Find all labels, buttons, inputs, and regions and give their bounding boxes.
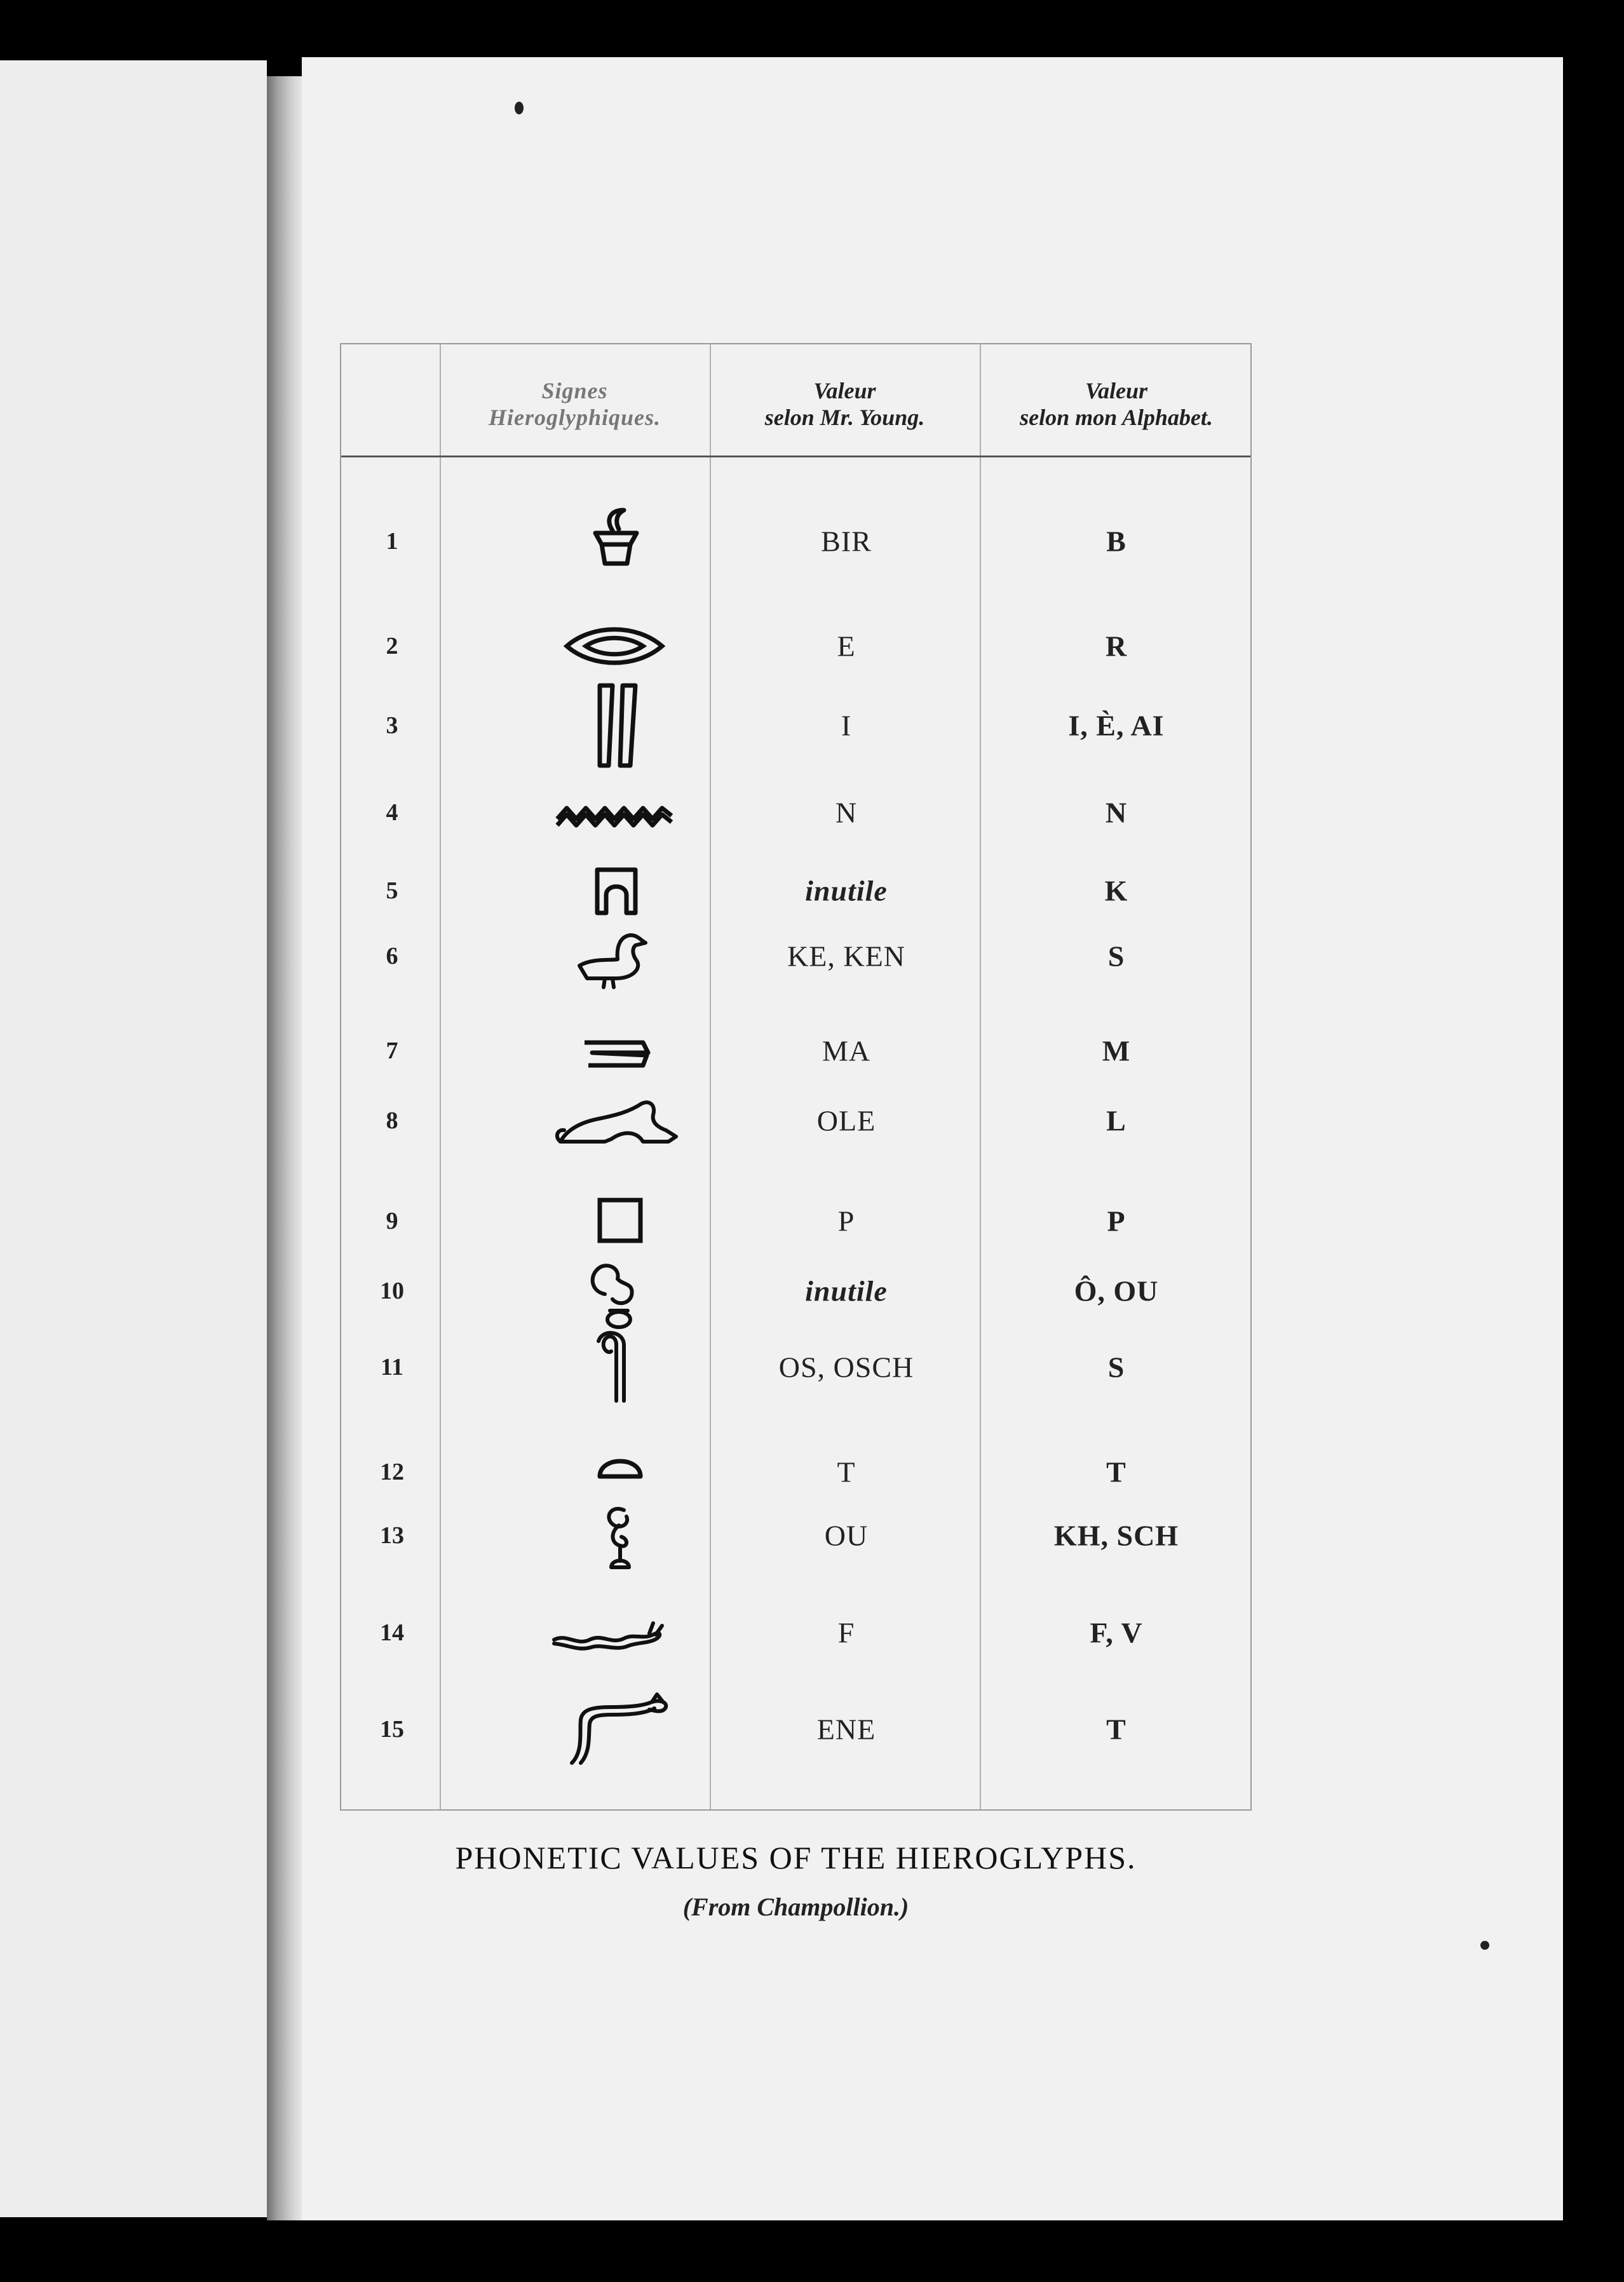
header-signes: Signes Hieroglyphiques. [488,378,661,430]
eye-icon [541,611,687,681]
row-number: 3 [386,712,398,739]
young-value: KE, KEN [787,940,905,973]
young-value: E [837,630,856,663]
alphabet-value: R [1105,630,1128,663]
water-zigzag-icon [541,778,687,847]
bread-loaf-icon [541,1437,687,1507]
alphabet-value: M [1102,1034,1131,1067]
row-number: 6 [386,943,398,969]
ink-speck [515,102,524,114]
row-number: 14 [380,1619,404,1646]
row-number: 10 [380,1278,404,1304]
alphabet-value: N [1105,796,1128,829]
alphabet-value: T [1106,1713,1127,1746]
alphabet-value: L [1106,1104,1127,1137]
young-value: ENE [816,1713,876,1746]
double-reed-icon [541,678,687,773]
alphabet-value: P [1107,1205,1126,1238]
row-number: 1 [386,528,398,555]
arch-icon [541,856,687,926]
young-value: OLE [816,1104,876,1137]
column-divider [440,344,441,1809]
lion-icon [541,1086,687,1156]
row-number: 4 [386,799,398,826]
row-number: 9 [386,1208,398,1234]
young-value: inutile [805,874,888,907]
alphabet-value: Ô, OU [1074,1274,1159,1307]
young-value: inutile [805,1274,888,1307]
row-number: 5 [386,877,398,904]
goose-icon [541,921,687,991]
alphabet-value: K [1104,874,1128,907]
young-value: T [837,1455,856,1489]
young-value: OS, OSCH [778,1351,914,1384]
square-stool-icon [541,1186,687,1256]
horned-viper-icon [541,1598,687,1668]
alphabet-value: B [1106,525,1127,558]
row-number: 12 [380,1459,404,1485]
ink-speck [1480,1941,1489,1950]
twisted-wick-icon [541,1497,687,1574]
left-facing-page [0,60,267,2217]
figure-source: (From Champollion.) [682,1893,909,1921]
column-divider [980,344,981,1809]
young-value: N [835,796,858,829]
alphabet-value: KH, SCH [1053,1519,1179,1552]
header-rule [341,456,1250,457]
row-number: 2 [386,633,398,659]
young-value: BIR [821,525,872,558]
row-number: 15 [380,1716,404,1743]
cobra-icon [541,1688,687,1771]
alphabet-value: I, È, AI [1068,709,1165,742]
young-value: P [837,1205,855,1238]
alphabet-value: F, V [1090,1616,1143,1649]
young-value: MA [822,1034,871,1067]
header-alphabet: Valeur selon mon Alphabet. [1020,378,1213,430]
young-value: F [837,1616,855,1649]
book-spine-shadow [267,76,302,2220]
hieroglyph-table [340,343,1252,1811]
quail-chick-rope-icon [541,1250,687,1332]
header-young: Valeur selon Mr. Young. [764,378,925,430]
row-number: 11 [381,1354,403,1381]
column-divider [710,344,711,1809]
folded-cloth-upright-icon [541,1326,687,1408]
basket-with-crescent-icon [541,506,687,576]
row-number: 7 [386,1037,398,1064]
row-number: 13 [380,1522,404,1549]
alphabet-value: S [1107,1351,1125,1384]
folded-cloth-icon [541,1016,687,1086]
young-value: I [841,709,852,742]
alphabet-value: T [1106,1455,1127,1489]
row-number: 8 [386,1107,398,1134]
alphabet-value: S [1107,940,1125,973]
young-value: OU [824,1519,869,1552]
figure-caption: PHONETIC VALUES OF THE HIEROGLYPHS. [455,1840,1137,1875]
